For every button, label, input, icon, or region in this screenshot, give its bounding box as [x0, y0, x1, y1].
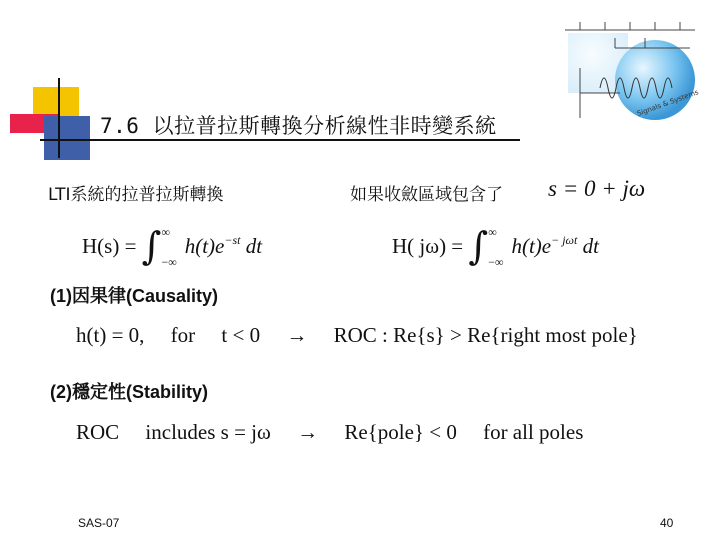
signals-systems-logo: [560, 8, 715, 128]
roc-condition-equation: s = 0 + jω: [548, 176, 646, 201]
causality-heading: (1)因果律(Causality): [50, 286, 219, 306]
roc-condition-label: 如果收斂區域包含了: [350, 185, 503, 205]
decor-blue-square: [44, 116, 90, 160]
svg-text:Signals & Systems: Signals & Systems: [635, 88, 700, 118]
fourier-transform-equation: H( jω) = ∫ ∞ −∞ $h(t)e^{- j\omega t}$ dt: [392, 224, 599, 270]
causality-equation: h(t) = 0, for t < 0 → ROC : Re{s} > Re{right most pole}: [76, 323, 638, 347]
stability-equation: ROC includes s = jω → Re{pole} < 0 for all poles: [76, 420, 584, 444]
decor-vertical-line: [58, 78, 60, 158]
laplace-transform-equation: H(s) = ∫ ∞ −∞ $h(t)e^{-st}$ dt: [82, 224, 263, 270]
page-number: 40: [660, 516, 674, 530]
lti-laplace-label: LTI系統的拉普拉斯轉換: [48, 185, 224, 205]
stability-heading: (2)穩定性(Stability): [50, 382, 209, 402]
footer-course-code: SAS-07: [78, 516, 120, 530]
slide-title: 7.6 以拉普拉斯轉換分析線性非時變系統: [100, 114, 497, 138]
